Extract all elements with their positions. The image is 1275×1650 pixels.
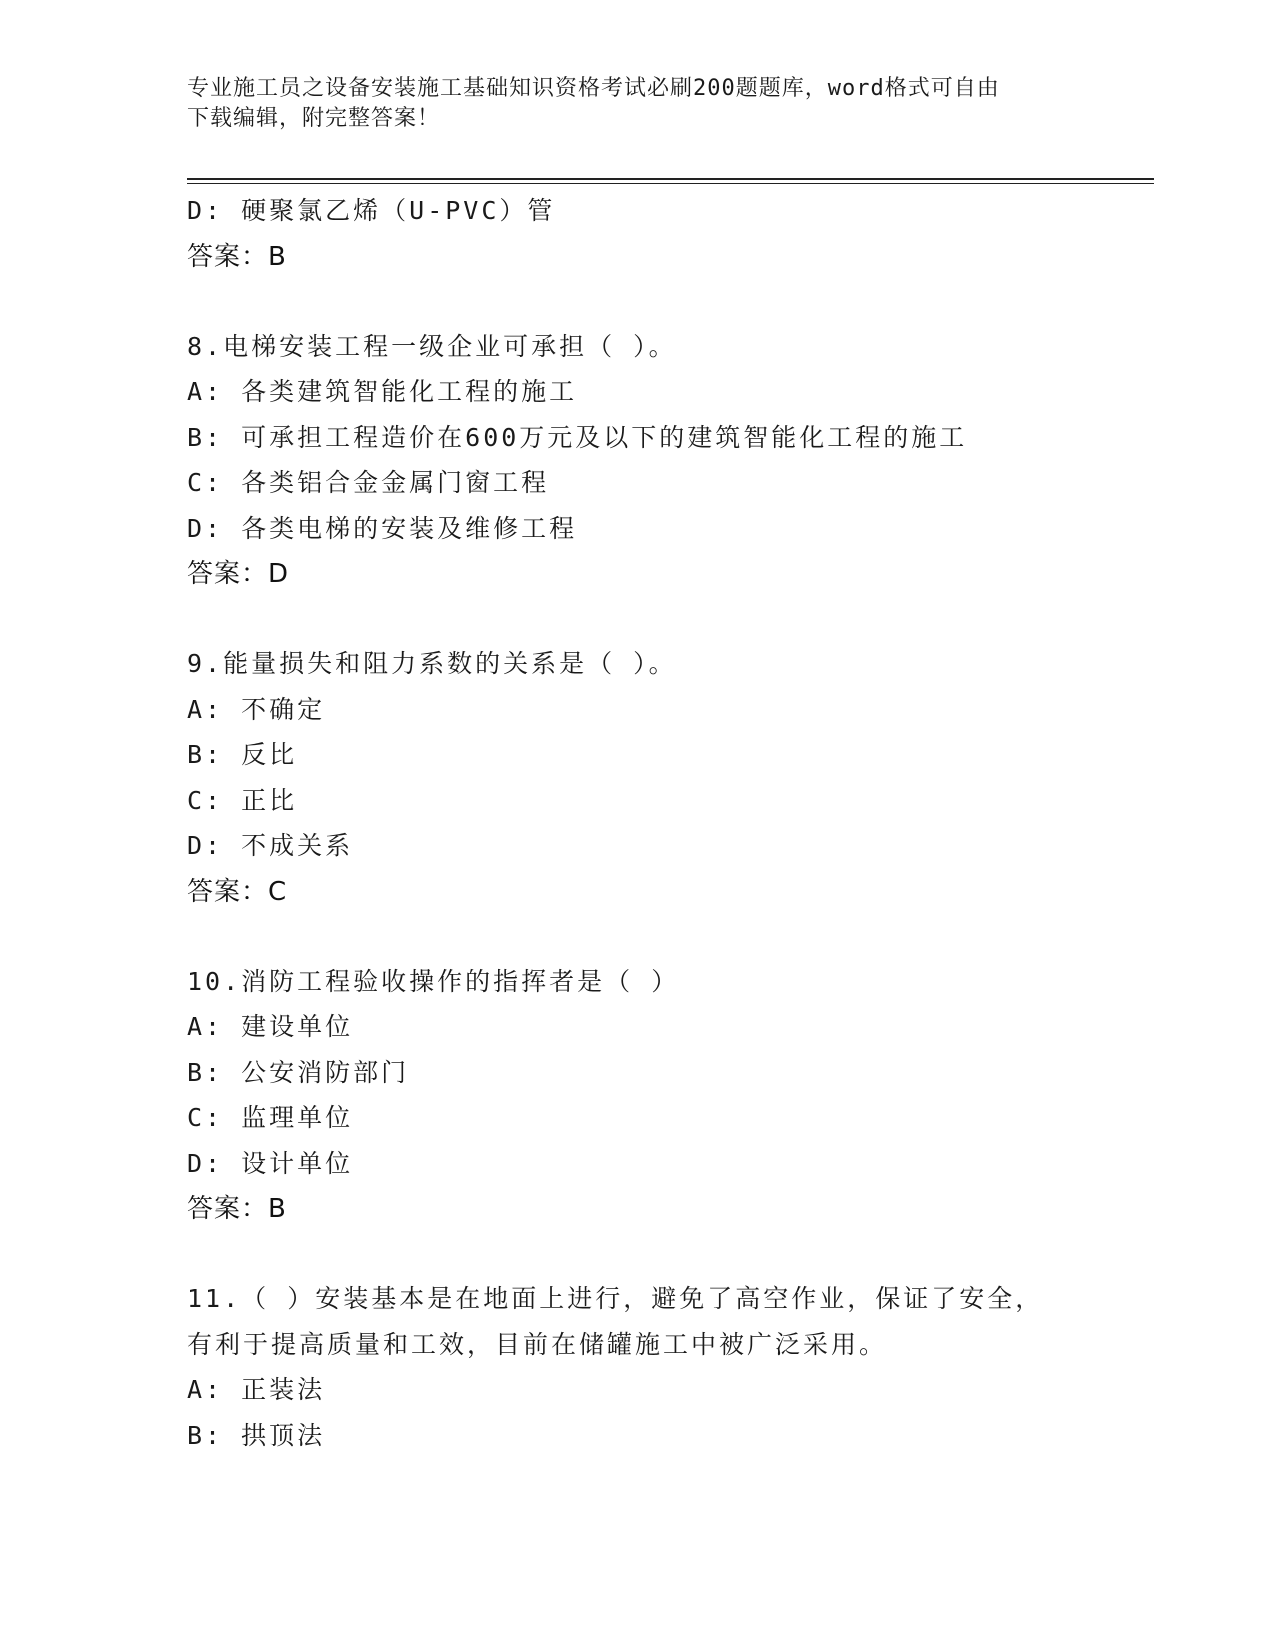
option-d: D: 各类电梯的安装及维修工程 <box>187 513 578 543</box>
question-stem-line-1: 11.（ ）安装基本是在地面上进行，避免了高空作业，保证了安全， <box>187 1284 1044 1313</box>
spacer <box>187 915 1147 959</box>
header-line-2: 下载编辑，附完整答案！ <box>187 106 441 131</box>
option-c: C: 各类铝合金金属门窗工程 <box>187 468 550 497</box>
question-stem: 9.能量损失和阻力系数的关系是（ ）。 <box>187 649 677 678</box>
option-d: D: 设计单位 <box>187 1148 354 1178</box>
question-stem: 10.消防工程验收操作的指挥者是（ ） <box>187 966 680 996</box>
question-stem: 8.电梯安装工程一级企业可承担（ ）。 <box>187 331 677 361</box>
answer-line: 答案：C <box>187 876 288 907</box>
spacer <box>187 280 1147 324</box>
answer-line: 答案：B <box>187 241 287 272</box>
header-rule-thin <box>187 183 1154 184</box>
option-d: D: 不成关系 <box>187 831 354 860</box>
option-a: A: 不确定 <box>187 694 326 724</box>
option-b: B: 可承担工程造价在600万元及以下的建筑智能化工程的施工 <box>187 422 968 452</box>
option-a: A: 建设单位 <box>187 1012 354 1041</box>
option-c: C: 正比 <box>187 785 298 815</box>
option-b: B: 公安消防部门 <box>187 1057 410 1087</box>
document-header <box>187 74 1067 134</box>
option-a: A: 各类建筑智能化工程的施工 <box>187 377 578 406</box>
option-a: A: 正装法 <box>187 1375 326 1404</box>
question-stem-line-2: 有利于提高质量和工效，目前在储罐施工中被广泛采用。 <box>187 1329 888 1359</box>
previous-question-tail <box>187 188 1147 280</box>
question-8 <box>187 324 1147 598</box>
spacer <box>187 1232 1147 1276</box>
question-10 <box>187 959 1147 1233</box>
option-b: B: 拱顶法 <box>187 1420 326 1450</box>
question-9 <box>187 641 1147 915</box>
answer-line: 答案：B <box>187 1194 287 1224</box>
header-line-1: 专业施工员之设备安装施工基础知识资格考试必刷200题题库，word格式可自由 <box>187 76 1000 101</box>
question-content <box>187 188 1147 1458</box>
option-c: C: 监理单位 <box>187 1103 354 1132</box>
header-rule-thick <box>187 178 1154 180</box>
option-b: B: 反比 <box>187 740 298 769</box>
option-d: D: 硬聚氯乙烯（U-PVC）管 <box>187 196 556 225</box>
answer-line: 答案：D <box>187 559 290 589</box>
question-11 <box>187 1276 1147 1458</box>
spacer <box>187 597 1147 641</box>
